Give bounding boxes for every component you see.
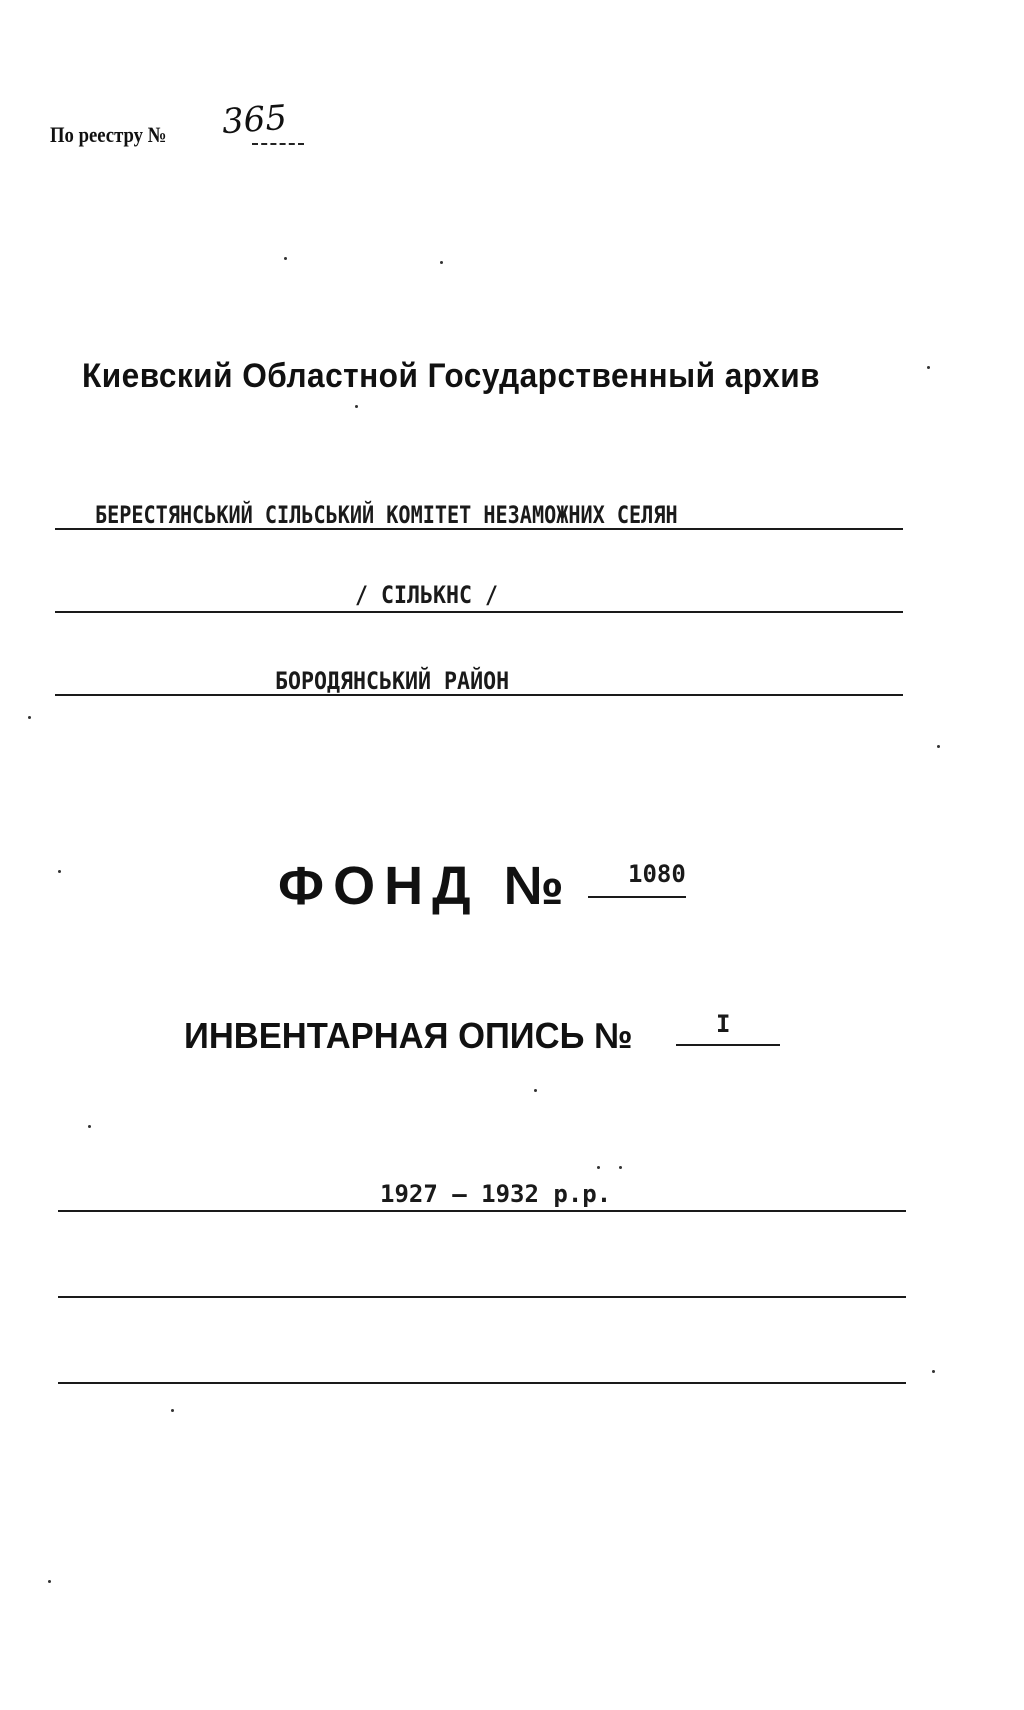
scan-speck [171,1409,174,1412]
registry-label: По реестру № [50,122,167,147]
district-rule [55,694,903,696]
scan-speck [58,870,61,873]
organization-name-rule [55,528,903,530]
scan-speck [619,1166,622,1169]
blank-rule-1 [58,1296,906,1298]
years-range: 1927 – 1932 р.р. [380,1180,612,1208]
years-rule [58,1210,906,1212]
inventory-number-underline [676,1044,780,1046]
archive-name: Киевский Областной Государственный архив [82,357,821,395]
inventory-label: ИНВЕНТАРНАЯ ОПИСЬ № [184,1015,633,1056]
scan-speck [28,716,31,719]
scan-speck [88,1125,91,1128]
fond-number: 1080 [628,860,686,888]
fond-label: ФОНД № [278,856,573,916]
blank-rule-2 [58,1382,906,1384]
registry-underline [252,143,304,145]
organization-short-rule [55,611,903,613]
scan-speck [440,261,443,264]
scan-speck [932,1370,935,1373]
scan-speck [927,366,930,369]
organization-short-name: / СІЛЬКНС / [355,581,499,609]
scan-speck [597,1166,600,1169]
scan-speck [355,405,358,408]
scan-speck [534,1089,537,1092]
registry-number: 365 [220,97,289,143]
scan-speck [48,1580,51,1583]
district-name: БОРОДЯНСЬКИЙ РАЙОН [275,667,510,695]
fond-number-underline [588,896,686,898]
scan-speck [284,257,287,260]
scan-speck [937,745,940,748]
inventory-number: I [716,1010,731,1038]
organization-full-name: БЕРЕСТЯНСЬКИЙ СІЛЬСЬКИЙ КОМІТЕТ НЕЗАМОЖНИХ СЕЛЯН [95,501,678,529]
